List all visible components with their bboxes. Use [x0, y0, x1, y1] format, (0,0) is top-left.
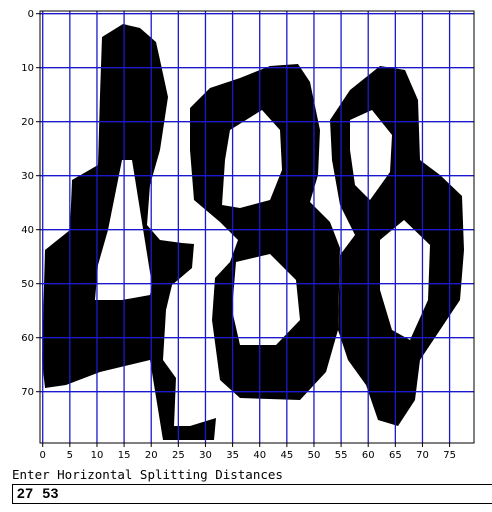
x-tick-label: 5	[66, 450, 74, 461]
x-tick-label: 35	[226, 450, 239, 461]
y-tick-label: 50	[21, 279, 34, 291]
y-tick-label: 10	[21, 63, 34, 75]
x-tick-label: 20	[144, 450, 158, 461]
splitting-distances-value[interactable]: 27 53	[17, 485, 59, 501]
x-tick-label: 55	[334, 450, 348, 461]
y-tick-label: 20	[21, 117, 34, 129]
x-tick-label: 75	[443, 450, 456, 461]
x-tick-label: 60	[361, 450, 375, 461]
x-tick-label: 45	[280, 450, 294, 461]
splitting-prompt: Enter Horizontal Splitting Distances	[12, 467, 283, 482]
splitting-distances-input[interactable]	[12, 485, 492, 504]
x-tick-label: 65	[388, 450, 402, 461]
y-tick-label: 40	[21, 225, 34, 237]
x-tick-label: 30	[199, 450, 212, 461]
y-tick-label: 70	[21, 387, 34, 399]
x-tick-label: 0	[39, 450, 46, 461]
x-tick-label: 25	[171, 450, 185, 461]
y-tick-label: 30	[21, 171, 34, 183]
x-tick-label: 50	[307, 450, 321, 461]
x-tick-label: 15	[117, 450, 131, 461]
y-axis-ticks	[21, 9, 40, 398]
x-tick-label: 70	[416, 450, 429, 461]
x-axis-ticks	[40, 443, 456, 461]
y-tick-label: 60	[21, 333, 34, 345]
x-tick-label: 40	[253, 450, 267, 461]
x-tick-label: 10	[90, 450, 104, 461]
y-tick-label: 0	[27, 9, 34, 21]
